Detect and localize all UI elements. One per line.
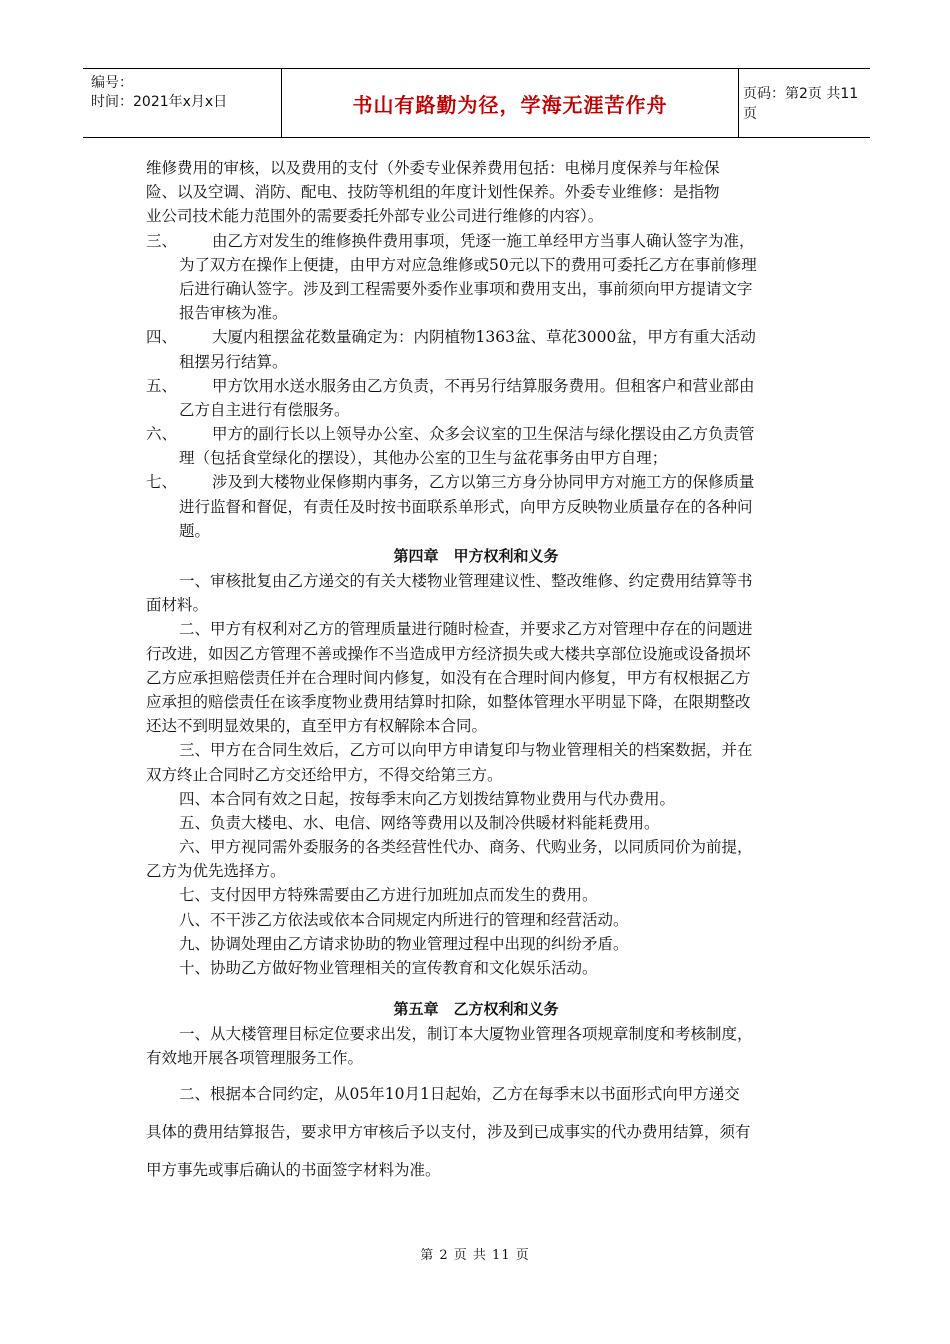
text-line: 八、不干涉乙方依法或依本合同规定内所进行的管理和经营活动。	[179, 910, 629, 929]
header-meta	[83, 69, 280, 137]
paragraph	[146, 738, 806, 786]
document-number-label: 编号：	[91, 75, 133, 91]
item-number: 三、	[146, 231, 178, 250]
numbered-item	[146, 325, 806, 373]
text-line: 题。	[179, 521, 211, 540]
chapter-5-title: 第五章 乙方权利和义务	[393, 1000, 559, 1019]
document-body	[146, 156, 806, 1189]
paragraph	[146, 932, 806, 956]
item-number: 四、	[146, 328, 178, 347]
continuation-paragraph	[146, 156, 806, 229]
numbered-items	[146, 229, 806, 543]
text-line: 业公司技术能力范围外的需要委托外部专业公司进行维修的内容）。	[146, 207, 604, 226]
paragraph	[146, 569, 806, 617]
text-line: 六、甲方视同需外委服务的各类经营性代办、商务、代购业务，以同质同价为前提，	[179, 838, 753, 857]
numbered-item	[146, 374, 806, 422]
chapter-4-title: 第四章 甲方权利和义务	[393, 547, 559, 565]
header-table	[83, 68, 870, 138]
item-number: 五、	[146, 376, 178, 395]
chapter-5-wide-paragraph	[146, 1075, 806, 1189]
text-line: 一、从大楼管理目标定位要求出发，制订本大厦物业管理各项规章制度和考核制度，	[179, 1025, 753, 1044]
text-line: 甲方饮用水送水服务由乙方负责，不再另行结算服务费用。但租客户和营业部由	[212, 376, 755, 395]
text-line: 大厦内租摆盆花数量确定为：内阴植物1363盆、草花3000盆，甲方有重大活动	[212, 328, 756, 347]
text-line: 四、本合同有效之日起，按每季末向乙方划拨结算物业费用与代办费用。	[179, 789, 676, 808]
text-line: 乙方为优先选择方。	[146, 862, 286, 881]
text-line: 乙方自主进行有偿服务。	[179, 400, 350, 419]
text-line: 有效地开展各项管理服务工作。	[146, 1049, 364, 1068]
text-line: 具体的费用结算报告，要求甲方审核后予以支付，涉及到已成事实的代办费用结算，须有	[146, 1122, 751, 1141]
paragraph	[146, 835, 806, 883]
numbered-item	[146, 229, 806, 326]
header-page-label: 页码：第2页 共11页	[743, 86, 859, 122]
paragraph	[146, 787, 806, 811]
chapter-4-body	[146, 569, 806, 980]
text-line: 涉及到大楼物业保修期内事务，乙方以第三方身分协同甲方对施工方的保修质量	[212, 473, 755, 492]
text-line: 三、甲方在合同生效后，乙方可以向甲方申请复印与物业管理相关的档案数据，并在	[179, 741, 753, 760]
text-line: 甲方的副行长以上领导办公室、众多会议室的卫生保洁与绿化摆设由乙方负责管	[212, 425, 755, 444]
item-number: 六、	[146, 425, 178, 444]
paragraph	[146, 1022, 806, 1070]
text-line: 乙方应承担赔偿责任并在合理时间内修复，如没有在合理时间内修复，甲方有权根据乙方	[146, 668, 751, 687]
paragraph	[146, 908, 806, 932]
item-number: 七、	[146, 473, 178, 492]
text-line: 甲方事先或事后确认的书面签字材料为准。	[146, 1160, 441, 1179]
document-date-label: 时间：2021年x月x日	[91, 94, 228, 110]
text-line: 行改进，如因乙方管理不善或操作不当造成甲方经济损失或大楼共享部位设施或设备损坏	[146, 644, 751, 663]
paragraph	[146, 617, 806, 738]
text-line: 险、以及空调、消防、配电、技防等机组的年度计划性保养。外委专业维修：是指物	[146, 183, 720, 202]
text-line: 应承担的赔偿责任在该季度物业费用结算时扣除，如整体管理水平明显下降，在限期整改	[146, 692, 751, 711]
text-line: 还达不到明显效果的，直至甲方有权解除本合同。	[146, 717, 488, 736]
page-footer: 第 2 页 共 11 页	[420, 1248, 530, 1263]
text-line: 为了双方在操作上便捷，由甲方对应急维修或50元以下的费用可委托乙方在事前修理	[179, 255, 757, 274]
paragraph	[146, 811, 806, 835]
text-line: 理（包括食堂绿化的摆设），其他办公室的卫生与盆花事务由甲方自理；	[179, 449, 668, 468]
text-line: 面材料。	[146, 596, 209, 615]
paragraph	[146, 956, 806, 980]
text-line: 七、支付因甲方特殊需要由乙方进行加班加点而发生的费用。	[179, 886, 598, 905]
numbered-item	[146, 470, 806, 543]
text-line: 租摆另行结算。	[179, 352, 288, 371]
text-line: 十、协助乙方做好物业管理相关的宣传教育和文化娱乐活动。	[179, 959, 598, 977]
text-line: 维修费用的审核，以及费用的支付（外委专业保养费用包括：电梯月度保养与年检保	[146, 159, 720, 177]
text-line: 进行监督和督促，有责任及时按书面联系单形式，向甲方反映物业质量存在的各种问	[179, 497, 753, 516]
header-motto: 书山有路勤为径，学海无涯苦作舟	[352, 92, 668, 117]
paragraph	[146, 883, 806, 907]
text-line: 由乙方对发生的维修换件费用事项，凭逐一施工单经甲方当事人确认签字为准，	[212, 231, 755, 250]
text-line: 报告审核为准。	[179, 304, 288, 323]
chapter-5-body	[146, 1022, 806, 1070]
header-motto-cell	[281, 69, 739, 137]
text-line: 双方终止合同时乙方交还给甲方，不得交给第三方。	[146, 765, 503, 784]
text-line: 后进行确认签字。涉及到工程需要外委作业事项和费用支出，事前须向甲方提请文字	[179, 279, 753, 298]
text-line: 一、审核批复由乙方递交的有关大楼物业管理建议性、整改维修、约定费用结算等书	[179, 572, 753, 590]
text-line: 五、负责大楼电、水、电信、网络等费用以及制冷供暖材料能耗费用。	[179, 813, 660, 832]
text-line: 九、协调处理由乙方请求协助的物业管理过程中出现的纠纷矛盾。	[179, 934, 629, 953]
text-line: 二、甲方有权利对乙方的管理质量进行随时检查，并要求乙方对管理中存在的问题进	[179, 620, 753, 639]
text-line: 二、根据本合同约定，从05年10月1日起始，乙方在每季末以书面形式向甲方递交	[179, 1084, 740, 1103]
numbered-item	[146, 422, 806, 470]
